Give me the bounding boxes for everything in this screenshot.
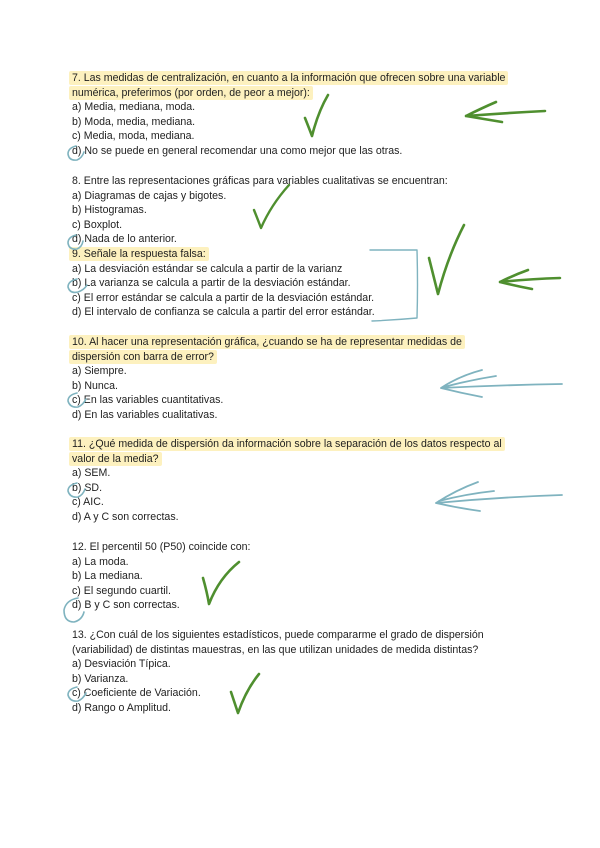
question-stem: valor de la media?: [69, 452, 162, 466]
option-d: d) No se puede en general recomendar una como mejor que las otras.: [72, 144, 403, 157]
option-c: c) El segundo cuartil.: [72, 584, 171, 597]
option-b: b) La mediana.: [72, 570, 143, 583]
option-d: d) A y C son correctas.: [72, 510, 179, 523]
option-d: d) Rango o Amplitud.: [72, 701, 171, 714]
option-b: b) SD.: [72, 481, 103, 494]
option-b: b) Varianza.: [72, 672, 129, 685]
question-stem: 12. El percentil 50 (P50) coincide con:: [72, 541, 251, 553]
question-stem: 13. ¿Con cuál de los siguientes estadísticos, puede compararme el grado de dispersión: [72, 629, 484, 641]
option-d: d) El intervalo de confianza se calcula a partir del error estándar.: [72, 306, 375, 319]
question-stem: 7. Las medidas de centralización, en cuanto a la información que ofrecen sobre una variable: [69, 71, 508, 85]
option-b: b) La varianza se calcula a partir de la desviación estándar.: [72, 277, 351, 290]
option-d: d) Nada de lo anterior.: [72, 233, 177, 246]
question-stem: 8. Entre las representaciones gráficas para variables cualitativas se encuentran:: [72, 175, 448, 187]
option-d: d) B y C son correctas.: [72, 599, 180, 612]
option-a: a) Desviación Típica.: [72, 658, 171, 671]
option-a: a) Media, mediana, moda.: [72, 101, 196, 114]
option-a: a) SEM.: [72, 467, 111, 480]
option-c: c) El error estándar se calcula a partir de la desviación estándar.: [72, 291, 375, 304]
option-b: b) Moda, media, mediana.: [72, 115, 196, 128]
option-a: a) Siempre.: [72, 365, 127, 378]
option-c: c) Boxplot.: [72, 218, 123, 231]
option-c: c) AIC.: [72, 496, 104, 509]
question-9: [72, 247, 542, 320]
option-a: a) La desviación estándar se calcula a partir de la varianz: [72, 262, 343, 275]
option-d: d) En las variables cualitativas.: [72, 408, 218, 421]
option-b: b) Nunca.: [72, 379, 118, 392]
question-11: [72, 437, 542, 525]
question-stem: 9. Señale la respuesta falsa:: [69, 247, 209, 261]
question-stem: dispersión con barra de error?: [69, 350, 217, 364]
question-13: [72, 628, 542, 716]
question-stem: 10. Al hacer una representación gráfica, ¿cuando se ha de representar medidas de: [69, 335, 465, 349]
question-10: [72, 335, 542, 423]
question-stem: 11. ¿Qué medida de dispersión da información sobre la separación de los datos respecto al: [69, 437, 505, 451]
option-c: c) En las variables cuantitativas.: [72, 394, 224, 407]
question-stem: numérica, preferimos (por orden, de peor a mejor):: [69, 86, 313, 100]
question-8: [72, 174, 542, 247]
option-b: b) Histogramas.: [72, 204, 147, 217]
option-c: c) Media, moda, mediana.: [72, 130, 195, 143]
question-12: [72, 540, 542, 613]
option-a: a) La moda.: [72, 555, 129, 568]
option-a: a) Diagramas de cajas y bigotes.: [72, 189, 227, 202]
question-stem: (variabilidad) de distintas mauestras, en las que utilizan unidades de medida distintas?: [72, 643, 479, 656]
question-7: [72, 71, 542, 159]
option-c: c) Coeficiente de Variación.: [72, 687, 201, 700]
